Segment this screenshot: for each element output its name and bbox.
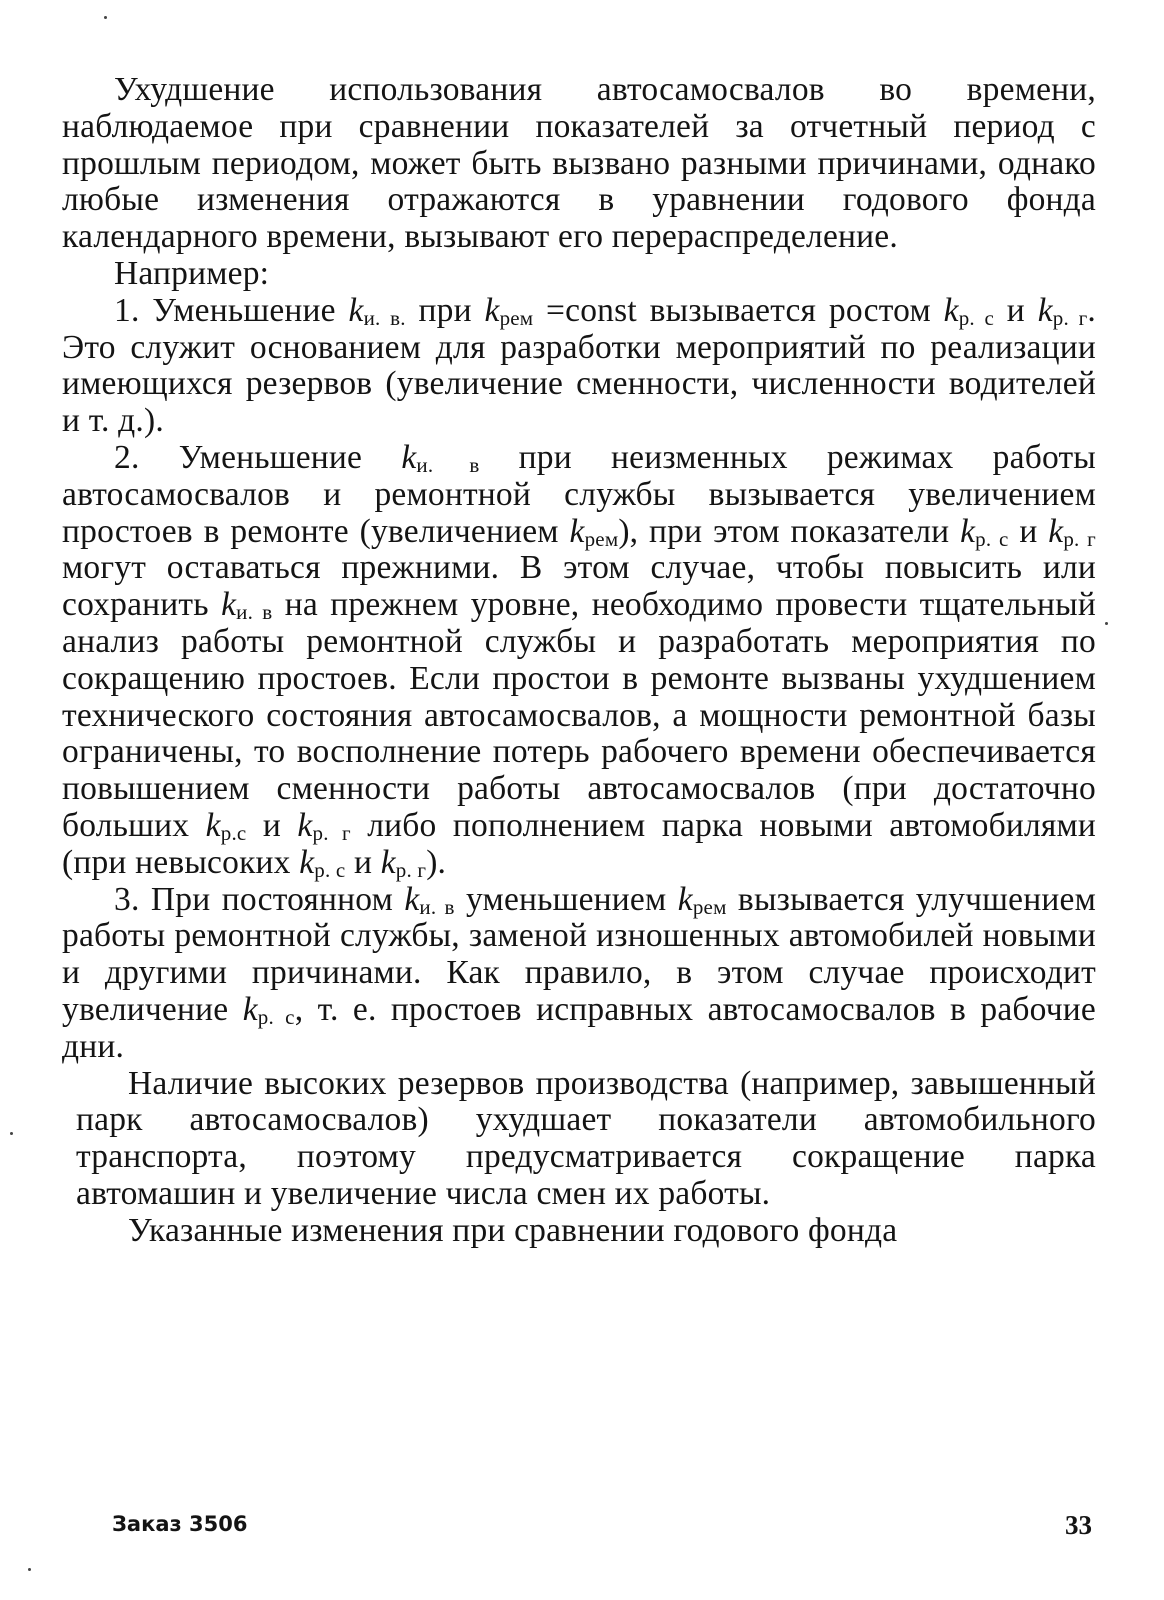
scan-speck (1105, 622, 1108, 625)
paragraph (62, 293, 1096, 440)
variable-symbol: k (242, 990, 258, 1028)
scan-speck (10, 1132, 13, 1135)
variable (1048, 513, 1096, 550)
variable (678, 881, 727, 918)
variable-symbol: k (380, 843, 396, 881)
text-run: и (1008, 512, 1049, 550)
variable-symbol: k (297, 806, 313, 844)
variable (1038, 292, 1088, 329)
variable-symbol: k (221, 586, 237, 624)
text-run: и (246, 806, 298, 844)
variable-symbol: k (484, 291, 500, 329)
variable-subscript: и. в. (363, 305, 406, 330)
variable-subscript: и. в (419, 894, 455, 919)
variable (299, 844, 345, 881)
variable-symbol: k (348, 291, 364, 329)
text-run: 1. Уменьшение (114, 291, 349, 329)
text-run: . Это служит основанием для разработки мероприятий по реализации имеющихся резервов (увеличение сменности, численности водителей и т. д.). (62, 291, 1096, 440)
text-run: на прежнем уровне, необходимо провести тщательный анализ работы ремонтной службы и разработать мероприятия по сокращению простоев. Если простои в ремонте вызваны ухудшением технического состояния автосамосвалов, а мощности ремонтной базы ограничены, то восполнение потерь рабочего времени обеспечивается повышением сменности работы автосамосвалов (при достаточно больших (62, 586, 1096, 844)
variable (944, 292, 994, 329)
variable-symbol: k (401, 438, 417, 476)
page-footer (0, 1512, 1164, 1552)
paragraph: Например: (114, 254, 270, 292)
text-run: и (345, 843, 381, 881)
variable (960, 513, 1008, 550)
variable-subscript: и. в (416, 452, 480, 477)
text-run: ). (426, 843, 447, 881)
variable (349, 292, 406, 329)
text-run: =const вызывается ростом (533, 291, 944, 329)
body-text (62, 72, 1096, 1250)
variable-symbol: k (569, 512, 585, 550)
text-run: могут оставаться прежними. В этом случае, чтобы повысить или сохранить (62, 549, 1096, 624)
paragraph: Указанные изменения при сравнении годового фонда (128, 1211, 898, 1249)
variable-subscript: рем (692, 894, 727, 919)
variable-subscript: р. г (1063, 526, 1096, 551)
variable (570, 513, 619, 550)
variable-subscript: р. с (314, 857, 346, 882)
variable-subscript: р. г (1052, 305, 1088, 330)
variable-subscript: р. г (395, 857, 427, 882)
page-number: 33 (1065, 1510, 1092, 1540)
text-run: вызывается улучшением работы ремонтной службы, заменой изношенных автомобилей новыми и другими причинами. Как правило, в этом случае происходит увеличение (62, 880, 1096, 1028)
variable-symbol: k (404, 880, 420, 918)
print-order-mark: Заказ 3506 (112, 1512, 248, 1536)
variable-subscript: рем (499, 305, 534, 330)
variable-symbol: k (205, 806, 221, 844)
text-run: , т. е. простоев исправных автосамосвалов в рабочие дни. (62, 990, 1096, 1065)
variable-symbol: k (1037, 291, 1053, 329)
text-run: уменьшением (454, 880, 678, 918)
variable (484, 292, 533, 329)
variable (401, 439, 479, 476)
paragraph (62, 882, 1096, 1066)
variable-subscript: и. в (236, 600, 273, 625)
text-run: либо пополнением парка новыми автомобилями (при невысоких (62, 806, 1097, 881)
variable (404, 881, 454, 918)
text-run: и (994, 291, 1038, 329)
variable (297, 807, 350, 844)
variable-subscript: р. с (257, 1004, 295, 1029)
text-run: ), при этом показатели (618, 512, 961, 550)
paragraph (62, 440, 1096, 882)
scan-speck (28, 1568, 31, 1571)
variable-subscript: рем (584, 526, 619, 551)
variable-subscript: р. с (975, 526, 1009, 551)
variable-symbol: k (1048, 512, 1064, 550)
variable (243, 991, 295, 1028)
variable-subscript: р.с (220, 820, 247, 845)
paragraph: Наличие высоких резервов производства (например, завышенный парк автосамосвалов) ухудшает показатели автомобильного транспорта, поэтому предусматривается сокращение парка автомашин и увеличение числа смен их работы. (76, 1064, 1096, 1212)
variable-subscript: р. с (958, 305, 995, 330)
paragraph: Ухудшение использования автосамосвалов во времени, наблюдаемое при сравнении показателей за отчетный период с прошлым периодом, может быть вызвано разными причинами, однако любые изменения отражаются в уравнении годового фонда календарного времени, вызывают его перераспределение. (62, 71, 1096, 256)
text-run: 2. Уменьшение (114, 438, 402, 476)
variable (206, 807, 247, 844)
variable-symbol: k (299, 843, 315, 881)
variable-symbol: k (943, 291, 959, 329)
text-run: при неизменных режимах работы автосамосвалов и ремонтной службы вызывается увеличением простоев в ремонте (увеличением (62, 438, 1096, 550)
variable-subscript: р. г (312, 820, 351, 845)
variable-symbol: k (677, 880, 693, 918)
text-run: при (405, 291, 485, 329)
text-run: 3. При постоянном (114, 880, 405, 918)
variable (381, 844, 427, 881)
variable-symbol: k (960, 512, 976, 550)
scan-speck (104, 16, 107, 19)
variable (221, 586, 272, 623)
